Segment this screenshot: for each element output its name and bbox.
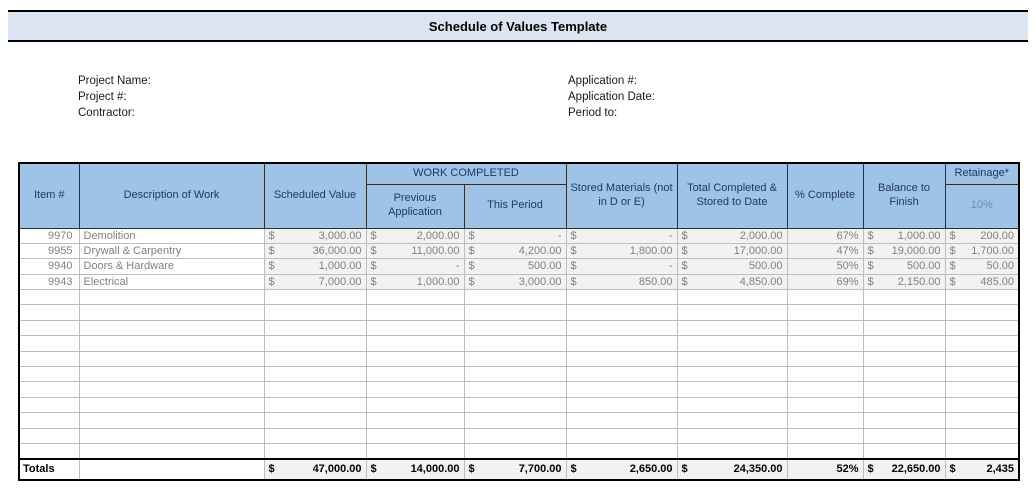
empty-cell bbox=[79, 382, 264, 397]
cell-item: 9943 bbox=[19, 274, 79, 289]
cell-value: 19,000.00 bbox=[891, 245, 941, 258]
empty-cell bbox=[464, 428, 566, 443]
cell-value: 500.00 bbox=[906, 260, 941, 273]
col-header-this-period: This Period bbox=[464, 184, 566, 228]
cell-value: 1,700.00 bbox=[971, 245, 1015, 258]
cell-item: 9970 bbox=[19, 228, 79, 243]
col-header-total-completed: Total Completed & Stored to Date bbox=[677, 163, 787, 228]
currency-symbol: $ bbox=[949, 229, 956, 242]
cell-item: 9940 bbox=[19, 259, 79, 274]
cell-value: 3,000.00 bbox=[518, 275, 562, 288]
cell-percent-complete: 67% bbox=[787, 228, 863, 243]
table-row-empty bbox=[19, 382, 1019, 397]
currency-symbol: $ bbox=[570, 275, 577, 288]
cell-value: 7,700.00 bbox=[518, 463, 562, 476]
cell-value: 22,650.00 bbox=[891, 463, 941, 476]
currency-symbol: $ bbox=[370, 275, 377, 288]
col-header-work-completed: WORK COMPLETED bbox=[366, 163, 566, 184]
empty-cell bbox=[787, 397, 863, 412]
cell-previous-application bbox=[366, 228, 464, 243]
totals-total-completed bbox=[677, 459, 787, 480]
empty-cell bbox=[264, 443, 366, 458]
currency-symbol: $ bbox=[867, 229, 874, 242]
cell-retainage bbox=[945, 259, 1019, 274]
cell-value: 24,350.00 bbox=[733, 463, 783, 476]
cell-value: 1,000.00 bbox=[318, 260, 362, 273]
empty-cell bbox=[945, 336, 1019, 351]
cell-description: Demolition bbox=[79, 228, 264, 243]
empty-cell bbox=[677, 413, 787, 428]
cell-this-period bbox=[464, 243, 566, 258]
table-row-empty bbox=[19, 320, 1019, 335]
empty-cell bbox=[19, 336, 79, 351]
empty-cell bbox=[464, 290, 566, 305]
cell-this-period bbox=[464, 259, 566, 274]
currency-symbol: $ bbox=[867, 463, 874, 476]
empty-cell bbox=[787, 428, 863, 443]
empty-cell bbox=[566, 336, 677, 351]
cell-value: 7,000.00 bbox=[318, 275, 362, 288]
empty-cell bbox=[366, 336, 464, 351]
empty-cell bbox=[677, 382, 787, 397]
empty-cell bbox=[366, 397, 464, 412]
cell-this-period bbox=[464, 228, 566, 243]
empty-cell bbox=[464, 367, 566, 382]
cell-value: 2,000.00 bbox=[416, 229, 460, 242]
empty-cell bbox=[264, 367, 366, 382]
empty-cell bbox=[677, 351, 787, 366]
currency-symbol: $ bbox=[268, 463, 275, 476]
empty-cell bbox=[264, 397, 366, 412]
empty-cell bbox=[787, 290, 863, 305]
empty-cell bbox=[19, 320, 79, 335]
currency-symbol: $ bbox=[949, 275, 956, 288]
cell-value: 485.00 bbox=[980, 275, 1015, 288]
empty-cell bbox=[787, 336, 863, 351]
cell-scheduled-value bbox=[264, 259, 366, 274]
cell-value: 1,000.00 bbox=[897, 229, 941, 242]
contractor-label: Contractor: bbox=[78, 107, 135, 119]
cell-value: 14,000.00 bbox=[410, 463, 460, 476]
empty-cell bbox=[19, 305, 79, 320]
empty-cell bbox=[787, 305, 863, 320]
currency-symbol: $ bbox=[468, 245, 475, 258]
empty-cell bbox=[79, 351, 264, 366]
currency-symbol: $ bbox=[268, 245, 275, 258]
empty-cell bbox=[464, 351, 566, 366]
empty-cell bbox=[79, 413, 264, 428]
currency-symbol: $ bbox=[570, 260, 577, 273]
cell-value: 11,000.00 bbox=[411, 245, 460, 258]
cell-balance-to-finish bbox=[863, 228, 945, 243]
currency-symbol: $ bbox=[949, 463, 956, 476]
cell-value: 2,435 bbox=[986, 463, 1015, 476]
empty-cell bbox=[863, 428, 945, 443]
empty-cell bbox=[464, 305, 566, 320]
table-row bbox=[19, 228, 1019, 243]
table-row-empty bbox=[19, 367, 1019, 382]
currency-symbol: $ bbox=[570, 229, 577, 242]
totals-stored-materials bbox=[566, 459, 677, 480]
application-fields-right bbox=[568, 73, 655, 121]
empty-cell bbox=[264, 320, 366, 335]
currency-symbol: $ bbox=[867, 275, 874, 288]
totals-retainage bbox=[945, 459, 1019, 480]
empty-cell bbox=[945, 428, 1019, 443]
cell-value: 2,000.00 bbox=[739, 229, 783, 242]
empty-cell bbox=[677, 290, 787, 305]
cell-stored-materials bbox=[566, 228, 677, 243]
empty-cell bbox=[863, 382, 945, 397]
currency-symbol: $ bbox=[370, 245, 377, 258]
cell-value: - bbox=[557, 229, 562, 242]
table-row-empty bbox=[19, 305, 1019, 320]
cell-retainage bbox=[945, 243, 1019, 258]
cell-value: 2,150.00 bbox=[897, 275, 941, 288]
col-header-balance-to-finish: Balance to Finish bbox=[863, 163, 945, 228]
currency-symbol: $ bbox=[681, 245, 688, 258]
currency-symbol: $ bbox=[867, 260, 874, 273]
cell-description: Doors & Hardware bbox=[79, 259, 264, 274]
header-row-top bbox=[19, 163, 1019, 184]
currency-symbol: $ bbox=[370, 229, 377, 242]
cell-total-completed bbox=[677, 243, 787, 258]
currency-symbol: $ bbox=[867, 245, 874, 258]
cell-description: Electrical bbox=[79, 274, 264, 289]
title-bar bbox=[8, 10, 1028, 42]
empty-cell bbox=[787, 351, 863, 366]
cell-scheduled-value bbox=[264, 243, 366, 258]
cell-description: Drywall & Carpentry bbox=[79, 243, 264, 258]
empty-cell bbox=[566, 397, 677, 412]
cell-value: 47,000.00 bbox=[312, 463, 362, 476]
currency-symbol: $ bbox=[268, 275, 275, 288]
empty-cell bbox=[464, 443, 566, 458]
cell-retainage bbox=[945, 228, 1019, 243]
totals-description-empty bbox=[79, 459, 264, 480]
empty-cell bbox=[566, 305, 677, 320]
schedule-of-values-table bbox=[18, 162, 1020, 481]
currency-symbol: $ bbox=[370, 260, 377, 273]
empty-cell bbox=[79, 320, 264, 335]
project-number-label: Project #: bbox=[78, 91, 127, 103]
cell-previous-application bbox=[366, 259, 464, 274]
cell-scheduled-value bbox=[264, 228, 366, 243]
table-row bbox=[19, 259, 1019, 274]
empty-cell bbox=[366, 290, 464, 305]
project-name-label: Project Name: bbox=[78, 75, 151, 87]
empty-cell bbox=[19, 351, 79, 366]
empty-cell bbox=[464, 413, 566, 428]
empty-cell bbox=[863, 320, 945, 335]
totals-previous-application bbox=[366, 459, 464, 480]
empty-cell bbox=[79, 305, 264, 320]
empty-cell bbox=[79, 290, 264, 305]
empty-cell bbox=[264, 305, 366, 320]
empty-cell bbox=[945, 413, 1019, 428]
cell-previous-application bbox=[366, 243, 464, 258]
cell-balance-to-finish bbox=[863, 243, 945, 258]
empty-cell bbox=[366, 382, 464, 397]
cell-value: 17,000.00 bbox=[733, 245, 783, 258]
cell-value: 4,850.00 bbox=[739, 275, 783, 288]
currency-symbol: $ bbox=[268, 260, 275, 273]
empty-cell bbox=[264, 351, 366, 366]
empty-cell bbox=[79, 397, 264, 412]
empty-cell bbox=[677, 320, 787, 335]
empty-cell bbox=[787, 320, 863, 335]
cell-value: 500.00 bbox=[527, 260, 562, 273]
col-header-percent-complete: % Complete bbox=[787, 163, 863, 228]
cell-total-completed bbox=[677, 274, 787, 289]
empty-cell bbox=[566, 443, 677, 458]
empty-cell bbox=[945, 367, 1019, 382]
cell-stored-materials bbox=[566, 243, 677, 258]
cell-value: - bbox=[455, 260, 460, 273]
empty-cell bbox=[945, 443, 1019, 458]
col-header-item: Item # bbox=[19, 163, 79, 228]
empty-cell bbox=[264, 290, 366, 305]
table-row-empty bbox=[19, 413, 1019, 428]
application-number-label: Application #: bbox=[568, 75, 638, 87]
empty-cell bbox=[677, 367, 787, 382]
empty-cell bbox=[79, 428, 264, 443]
empty-cell bbox=[19, 397, 79, 412]
empty-cell bbox=[787, 367, 863, 382]
empty-cell bbox=[366, 367, 464, 382]
totals-scheduled-value bbox=[264, 459, 366, 480]
currency-symbol: $ bbox=[681, 463, 688, 476]
page-title: Schedule of Values Template bbox=[428, 18, 608, 34]
cell-value: 2,650.00 bbox=[629, 463, 673, 476]
currency-symbol: $ bbox=[949, 245, 956, 258]
empty-cell bbox=[264, 413, 366, 428]
col-header-retainage-rate: 10% bbox=[945, 184, 1019, 228]
cell-value: 1,000.00 bbox=[416, 275, 460, 288]
empty-cell bbox=[79, 367, 264, 382]
empty-cell bbox=[464, 320, 566, 335]
empty-cell bbox=[863, 397, 945, 412]
empty-cell bbox=[863, 413, 945, 428]
currency-symbol: $ bbox=[681, 260, 688, 273]
empty-cell bbox=[264, 336, 366, 351]
table-footer bbox=[19, 459, 1019, 480]
empty-cell bbox=[863, 443, 945, 458]
currency-symbol: $ bbox=[468, 463, 475, 476]
totals-this-period bbox=[464, 459, 566, 480]
empty-cell bbox=[945, 382, 1019, 397]
cell-total-completed bbox=[677, 259, 787, 274]
empty-cell bbox=[787, 382, 863, 397]
totals-percent-complete: 52% bbox=[787, 459, 863, 480]
empty-cell bbox=[366, 413, 464, 428]
empty-cell bbox=[863, 336, 945, 351]
col-header-stored-materials: Stored Materials (not in D or E) bbox=[566, 163, 677, 228]
empty-cell bbox=[366, 428, 464, 443]
table-row-empty bbox=[19, 428, 1019, 443]
cell-stored-materials bbox=[566, 259, 677, 274]
empty-cell bbox=[464, 382, 566, 397]
empty-cell bbox=[677, 305, 787, 320]
table-row-empty bbox=[19, 443, 1019, 458]
project-fields-left bbox=[78, 73, 151, 121]
empty-cell bbox=[19, 443, 79, 458]
empty-cell bbox=[945, 397, 1019, 412]
currency-symbol: $ bbox=[570, 245, 577, 258]
empty-cell bbox=[566, 320, 677, 335]
empty-cell bbox=[19, 367, 79, 382]
empty-cell bbox=[79, 336, 264, 351]
currency-symbol: $ bbox=[681, 229, 688, 242]
currency-symbol: $ bbox=[570, 463, 577, 476]
empty-cell bbox=[863, 367, 945, 382]
currency-symbol: $ bbox=[468, 260, 475, 273]
cell-percent-complete: 50% bbox=[787, 259, 863, 274]
currency-symbol: $ bbox=[681, 275, 688, 288]
empty-cell bbox=[787, 443, 863, 458]
empty-cell bbox=[464, 336, 566, 351]
empty-cell bbox=[566, 382, 677, 397]
currency-symbol: $ bbox=[949, 260, 956, 273]
col-header-retainage: Retainage* bbox=[945, 163, 1019, 184]
empty-cell bbox=[366, 351, 464, 366]
empty-cell bbox=[863, 351, 945, 366]
currency-symbol: $ bbox=[370, 463, 377, 476]
empty-cell bbox=[677, 443, 787, 458]
col-header-description: Description of Work bbox=[79, 163, 264, 228]
table-row-empty bbox=[19, 290, 1019, 305]
empty-cell bbox=[19, 382, 79, 397]
empty-cell bbox=[366, 305, 464, 320]
empty-cell bbox=[366, 443, 464, 458]
empty-cell bbox=[566, 413, 677, 428]
table-row-empty bbox=[19, 351, 1019, 366]
currency-symbol: $ bbox=[468, 229, 475, 242]
empty-cell bbox=[945, 305, 1019, 320]
table-row bbox=[19, 243, 1019, 258]
empty-cell bbox=[945, 320, 1019, 335]
table-row bbox=[19, 274, 1019, 289]
cell-value: - bbox=[668, 229, 673, 242]
table-totals-row bbox=[19, 459, 1019, 480]
empty-cell bbox=[19, 290, 79, 305]
empty-cell bbox=[566, 367, 677, 382]
empty-cell bbox=[677, 336, 787, 351]
table-row-empty bbox=[19, 336, 1019, 351]
col-header-previous-application: Previous Application bbox=[366, 184, 464, 228]
cell-previous-application bbox=[366, 274, 464, 289]
application-date-label: Application Date: bbox=[568, 91, 655, 103]
cell-percent-complete: 69% bbox=[787, 274, 863, 289]
cell-value: 850.00 bbox=[638, 275, 673, 288]
empty-cell bbox=[863, 290, 945, 305]
empty-cell bbox=[366, 320, 464, 335]
empty-cell bbox=[566, 290, 677, 305]
cell-scheduled-value bbox=[264, 274, 366, 289]
totals-label: Totals bbox=[19, 459, 79, 480]
cell-value: - bbox=[668, 260, 673, 273]
cell-stored-materials bbox=[566, 274, 677, 289]
cell-balance-to-finish bbox=[863, 259, 945, 274]
empty-cell bbox=[19, 428, 79, 443]
empty-cell bbox=[945, 290, 1019, 305]
period-to-label: Period to: bbox=[568, 107, 618, 119]
empty-cell bbox=[787, 413, 863, 428]
empty-cell bbox=[464, 397, 566, 412]
empty-cell bbox=[677, 397, 787, 412]
empty-cell bbox=[566, 428, 677, 443]
cell-value: 4,200.00 bbox=[518, 245, 562, 258]
table-row-empty bbox=[19, 397, 1019, 412]
empty-cell bbox=[264, 382, 366, 397]
cell-value: 3,000.00 bbox=[318, 229, 362, 242]
cell-value: 200.00 bbox=[980, 229, 1015, 242]
totals-balance-to-finish bbox=[863, 459, 945, 480]
cell-item: 9955 bbox=[19, 243, 79, 258]
cell-total-completed bbox=[677, 228, 787, 243]
cell-retainage bbox=[945, 274, 1019, 289]
empty-cell bbox=[19, 413, 79, 428]
empty-cell bbox=[945, 351, 1019, 366]
cell-value: 50.00 bbox=[986, 260, 1015, 273]
currency-symbol: $ bbox=[468, 275, 475, 288]
empty-cell bbox=[566, 351, 677, 366]
empty-cell bbox=[264, 428, 366, 443]
table-body bbox=[19, 228, 1019, 459]
empty-cell bbox=[79, 443, 264, 458]
table-header bbox=[19, 163, 1019, 228]
cell-value: 500.00 bbox=[748, 260, 783, 273]
cell-percent-complete: 47% bbox=[787, 243, 863, 258]
cell-value: 36,000.00 bbox=[312, 245, 362, 258]
cell-this-period bbox=[464, 274, 566, 289]
cell-balance-to-finish bbox=[863, 274, 945, 289]
currency-symbol: $ bbox=[268, 229, 275, 242]
empty-cell bbox=[863, 305, 945, 320]
cell-value: 1,800.00 bbox=[629, 245, 673, 258]
col-header-scheduled-value: Scheduled Value bbox=[264, 163, 366, 228]
empty-cell bbox=[677, 428, 787, 443]
